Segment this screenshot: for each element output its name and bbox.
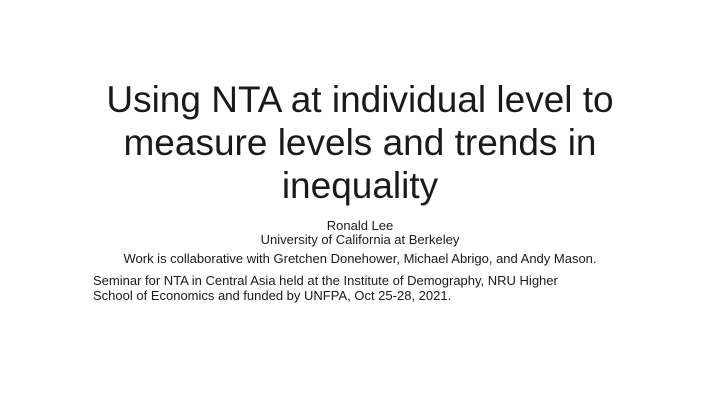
seminar-line: School of Economics and funded by UNFPA, Oct 25-28, 2021.	[93, 288, 452, 303]
author-name: Ronald Lee	[326, 218, 394, 233]
author-affiliation: University of California at Berkeley	[260, 232, 460, 247]
author-block	[60, 219, 660, 247]
title-line: Using NTA at individual level to	[106, 79, 614, 120]
collaboration-text: Work is collaborative with Gretchen Donehower, Michael Abrigo, and Andy Mason.	[123, 251, 597, 266]
seminar-line: Seminar for NTA in Central Asia held at the Institute of Demography, NRU Higher	[93, 273, 558, 288]
title-line: inequality	[281, 165, 439, 206]
title-line: measure levels and trends in	[123, 122, 597, 163]
collaboration-note	[60, 251, 660, 266]
seminar-note	[93, 273, 633, 303]
slide-title	[60, 78, 660, 207]
